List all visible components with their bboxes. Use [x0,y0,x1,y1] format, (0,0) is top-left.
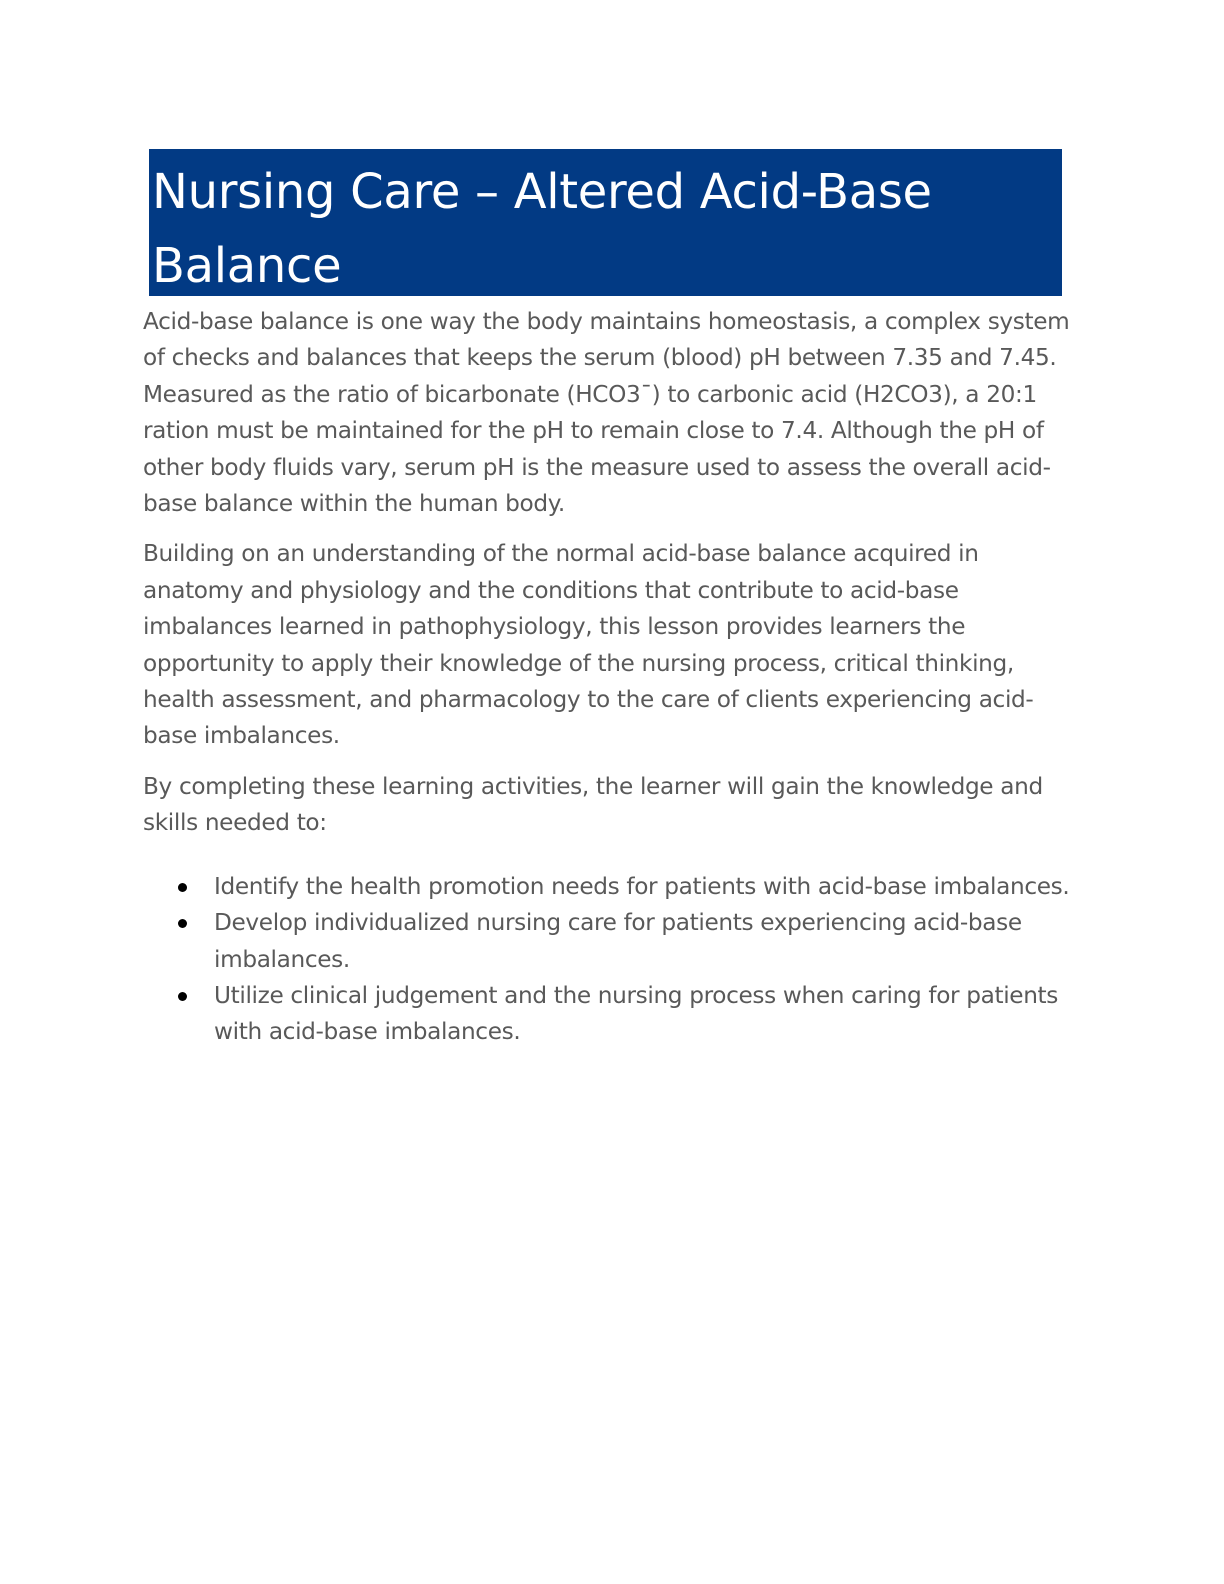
list-item [143,869,1078,905]
list-item [143,905,1078,978]
title-banner [149,149,1062,296]
document-body [143,304,1078,1051]
objective-text: Identify the health promotion needs for patients with acid-base imbalances. [214,872,1070,900]
objective-text: Develop individualized nursing care for patients experiencing acid-base imbalances. [214,909,1022,973]
bullet-icon [178,883,187,892]
intro-paragraph: Acid-base balance is one way the body maintains homeostasis, a complex system of checks and balances that keeps the serum (blood) pH between 7.35 and 7.45. Measured as the ratio of bicarbonate (HCO3¯) to carbonic acid (H2CO3), a 20:1 ration must be maintained for the pH to remain close to 7.4. Although the pH of other body fluids vary, serum pH is the measure used to assess the overall acid-base balance within the human body. [143,308,1070,518]
objectives-list [143,869,1078,1051]
objective-text: Utilize clinical judgement and the nursing process when caring for patients with acid-base imbalances. [214,981,1059,1046]
bullet-icon [178,919,187,928]
objectives-lead-paragraph: By completing these learning activities, the learner will gain the knowledge and skills needed to: [143,772,1043,837]
lesson-paragraph: Building on an understanding of the normal acid-base balance acquired in anatomy and physiology and the conditions that contribute to acid-base imbalances learned in pathophysiology, this lesson provides learners the opportunity to apply their knowledge of the nursing process, critical thinking, health assessment, and pharmacology to the care of clients experiencing acid-base imbalances. [143,540,1034,750]
bullet-icon [178,992,187,1001]
document-title: Nursing Care – Altered Acid-Base Balance [152,164,932,294]
list-item [143,978,1078,1051]
